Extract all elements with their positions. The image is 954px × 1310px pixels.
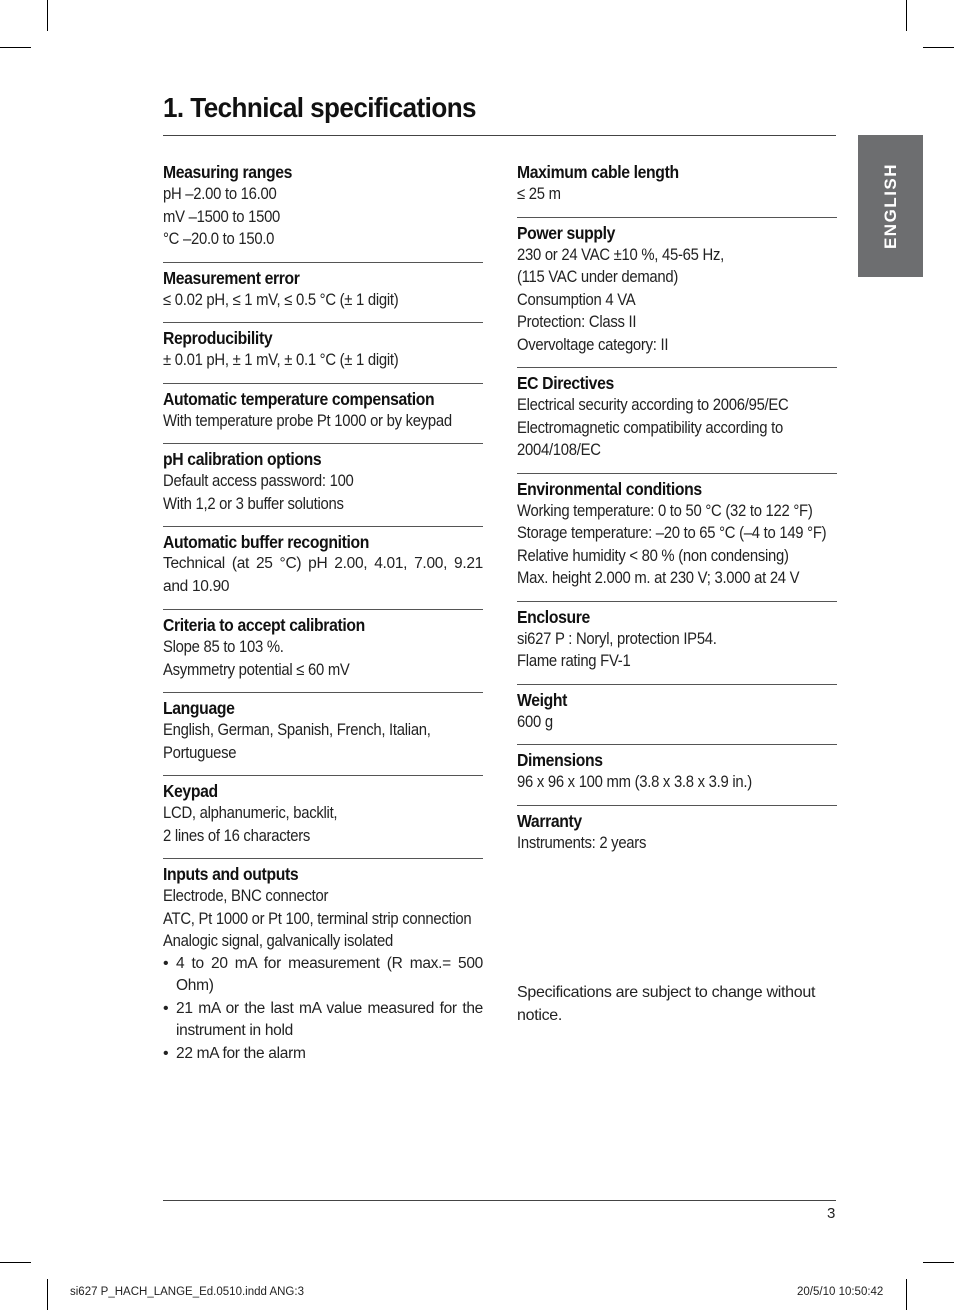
spec-heading: Measurement error — [163, 267, 300, 288]
right-column — [517, 159, 837, 867]
spec-line: 600 g — [517, 712, 553, 731]
bullet-item — [163, 953, 483, 998]
spec-line: With temperature probe Pt 1000 or by keypad — [163, 411, 452, 430]
spec-heading: Automatic temperature compensation — [163, 388, 435, 409]
spec-heading: Maximum cable length — [517, 162, 679, 182]
spec-section — [517, 747, 837, 806]
spec-section — [163, 695, 483, 776]
spec-line: Slope 85 to 103 %. — [163, 638, 284, 656]
spec-heading: Warranty — [517, 810, 582, 831]
spec-line: Electromagnetic compatibility according to — [517, 418, 783, 437]
spec-section — [517, 687, 837, 746]
spec-line: Flame rating FV-1 — [517, 652, 631, 670]
spec-section — [517, 808, 837, 866]
bullet-icon: • — [163, 1044, 169, 1062]
crop-mark — [0, 47, 31, 48]
crop-mark — [906, 0, 907, 31]
title-rule — [163, 135, 836, 136]
spec-section — [163, 861, 483, 1076]
spec-section — [517, 370, 837, 474]
spec-heading: Inputs and outputs — [163, 864, 299, 884]
spec-section — [517, 476, 837, 602]
bullet-text: 22 mA for the alarm — [176, 1044, 306, 1062]
spec-line: ATC, Pt 1000 or Pt 100, terminal strip connection — [163, 909, 472, 928]
spec-heading: Enclosure — [517, 606, 590, 627]
spec-heading: Keypad — [163, 781, 218, 801]
spec-heading: Automatic buffer recognition — [163, 532, 370, 552]
crop-mark — [47, 0, 48, 31]
left-column — [163, 159, 483, 1078]
bullet-text: 4 to 20 mA for measurement (R max.= 500 Ohm) — [176, 954, 483, 994]
spec-heading: Dimensions — [517, 750, 603, 770]
spec-line: Portuguese — [163, 743, 237, 762]
spec-heading: Reproducibility — [163, 328, 273, 348]
spec-section — [163, 325, 483, 384]
spec-line: LCD, alphanumeric, backlit, — [163, 804, 338, 822]
spec-heading: Environmental conditions — [517, 478, 702, 499]
spec-line: English, German, Spanish, French, Italian, — [163, 721, 431, 739]
spec-line: si627 P : Noryl, protection IP54. — [517, 629, 717, 648]
crop-mark — [923, 47, 954, 48]
crop-mark — [0, 1262, 31, 1263]
bullet-item — [163, 998, 483, 1043]
spec-line: 2 lines of 16 characters — [163, 826, 311, 845]
bullet-text: 21 mA or the last mA value measured for the instrument in hold — [176, 999, 483, 1039]
language-tab — [858, 135, 923, 277]
spec-heading: Weight — [517, 689, 568, 710]
spec-section — [517, 220, 837, 369]
spec-heading: Measuring ranges — [163, 162, 293, 182]
spec-section — [163, 159, 483, 263]
spec-line: mV –1500 to 1500 — [163, 207, 281, 226]
spec-line: 230 or 24 VAC ±10 %, 45-65 Hz, — [517, 245, 724, 264]
spec-section — [163, 446, 483, 527]
disclaimer-note: Specifications are subject to change without notice. — [517, 984, 816, 1024]
bullet-icon: • — [163, 999, 169, 1017]
page-title: 1. Technical specifications — [163, 92, 476, 123]
spec-heading: Language — [163, 698, 235, 718]
spec-line: Default access password: 100 — [163, 472, 354, 490]
footer-rule — [163, 1200, 836, 1201]
footer-timestamp: 20/5/10 10:50:42 — [797, 1286, 884, 1298]
spec-line: Asymmetry potential ≤ 60 mV — [163, 660, 350, 679]
spec-line: 2004/108/EC — [517, 441, 601, 459]
spec-section — [163, 386, 483, 445]
spec-heading: EC Directives — [517, 373, 614, 393]
spec-line: With 1,2 or 3 buffer solutions — [163, 494, 344, 513]
spec-line: Electrode, BNC connector — [163, 887, 329, 905]
spec-line: ≤ 25 m — [517, 185, 561, 203]
crop-mark — [923, 1262, 954, 1263]
spec-line: Storage temperature: –20 to 65 °C (–4 to 149 °F) — [517, 524, 827, 542]
spec-line: ≤ 0.02 pH, ≤ 1 mV, ≤ 0.5 °C (± 1 digit) — [163, 290, 399, 309]
spec-heading: Power supply — [517, 222, 616, 243]
language-tab-label: ENGLISH — [880, 162, 900, 250]
spec-line: Electrical security according to 2006/95/EC — [517, 396, 789, 414]
spec-heading: pH calibration options — [163, 449, 322, 469]
spec-line: Max. height 2.000 m. at 230 V; 3.000 at 24 V — [517, 569, 800, 587]
page-number: 3 — [827, 1205, 836, 1222]
spec-line: Working temperature: 0 to 50 °C (32 to 122 °F) — [517, 501, 813, 520]
bullet-icon: • — [163, 954, 169, 972]
spec-line: Protection: Class II — [517, 313, 637, 331]
spec-line: (115 VAC under demand) — [517, 268, 679, 286]
crop-mark — [906, 1279, 907, 1310]
spec-heading: Criteria to accept calibration — [163, 615, 365, 635]
spec-line: Overvoltage category: II — [517, 335, 669, 354]
bullet-item — [163, 1043, 483, 1066]
spec-section — [163, 612, 483, 693]
spec-line: °C –20.0 to 150.0 — [163, 230, 275, 248]
crop-mark — [47, 1279, 48, 1310]
spec-line: 96 x 96 x 100 mm (3.8 x 3.8 x 3.9 in.) — [517, 773, 752, 791]
footer-file-info: si627 P_HACH_LANGE_Ed.0510.indd ANG:3 — [70, 1286, 304, 1298]
spec-line: Relative humidity < 80 % (non condensing) — [517, 546, 789, 565]
spec-line: Analogic signal, galvanically isolated — [163, 932, 393, 950]
spec-section — [517, 159, 837, 218]
spec-line: pH –2.00 to 16.00 — [163, 185, 277, 203]
spec-section — [163, 778, 483, 859]
spec-line: ± 0.01 pH, ± 1 mV, ± 0.1 °C (± 1 digit) — [163, 351, 399, 369]
spec-section — [517, 604, 837, 685]
spec-line: Consumption 4 VA — [517, 290, 636, 309]
spec-line: Technical (at 25 °C) pH 2.00, 4.01, 7.00, 9.21 and 10.90 — [163, 555, 483, 595]
spec-line: Instruments: 2 years — [517, 833, 647, 852]
spec-section — [163, 265, 483, 324]
spec-section — [163, 529, 483, 610]
